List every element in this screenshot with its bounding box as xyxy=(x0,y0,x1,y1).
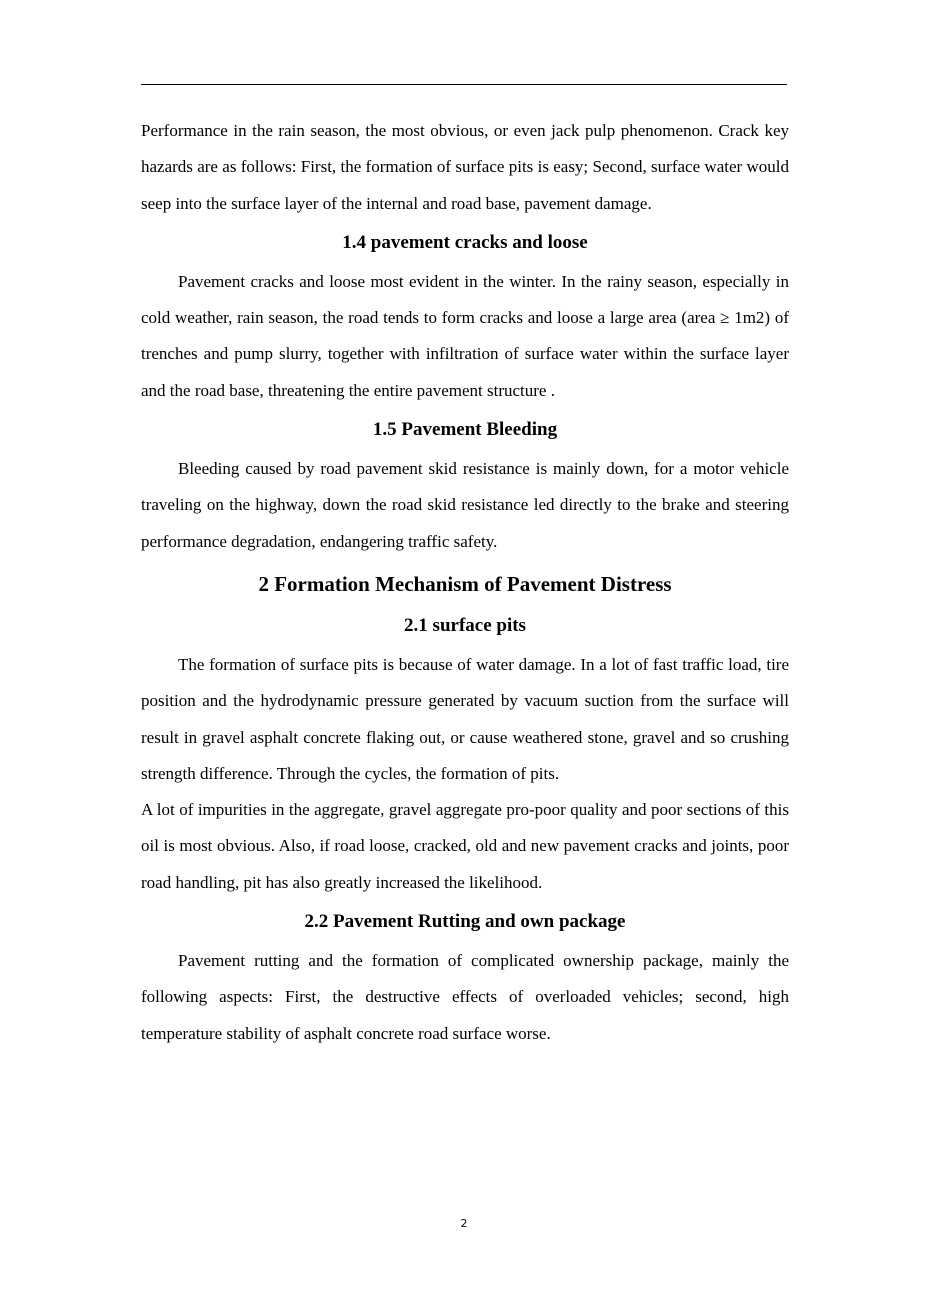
paragraph-surface-pits: The formation of surface pits is because of water damage. In a lot of fast traffic load, tire position and the hydrodynamic pressure generated by vacuum suction from the surface will result in gravel asphalt concrete flaking out, or cause weathered stone, gravel and so crushing strength difference. Through the cycles, the formation of pits. xyxy=(141,654,789,783)
paragraph-aggregate-impurities: A lot of impurities in the aggregate, gravel aggregate pro-poor quality and poor sections of this oil is most obvious. Also, if road loose, cracked, old and new pavement cracks and joints, poor road handling, pit has also greatly increased the likelihood. xyxy=(141,800,789,892)
paragraph-cracks-loose: Pavement cracks and loose most evident in the winter. In the rainy season, especially in cold weather, rain season, the road tends to form cracks and loose a large area (area ≥ 1m2) of trenches and pump slurry, together with infiltration of surface water within the surface layer and the road base, threatening the entire pavement structure . xyxy=(141,271,789,400)
document-body xyxy=(141,113,789,1052)
heading-2: 2 Formation Mechanism of Pavement Distress xyxy=(258,571,672,596)
heading-2-2: 2.2 Pavement Rutting and own package xyxy=(304,911,626,933)
header-rule xyxy=(141,84,787,85)
heading-2-1: 2.1 surface pits xyxy=(404,614,526,636)
heading-1-4: 1.4 pavement cracks and loose xyxy=(342,231,588,253)
heading-1-5: 1.5 Pavement Bleeding xyxy=(372,419,558,441)
paragraph-bleeding: Bleeding caused by road pavement skid resistance is mainly down, for a motor vehicle traveling on the highway, down the road skid resistance led directly to the brake and steering performance degradation, endangering traffic safety. xyxy=(141,459,789,551)
paragraph-rutting: Pavement rutting and the formation of complicated ownership package, mainly the following aspects: First, the destructive effects of overloaded vehicles; second, high temperature stability of asphalt concrete road surface worse. xyxy=(141,951,789,1043)
document-page xyxy=(141,0,789,1309)
paragraph-intro: Performance in the rain season, the most obvious, or even jack pulp phenomenon. Crack key hazards are as follows: First, the formation of surface pits is easy; Second, surface water would seep into the surface layer of the internal and road base, pavement damage. xyxy=(141,121,789,213)
page-number: 2 xyxy=(460,1217,468,1230)
